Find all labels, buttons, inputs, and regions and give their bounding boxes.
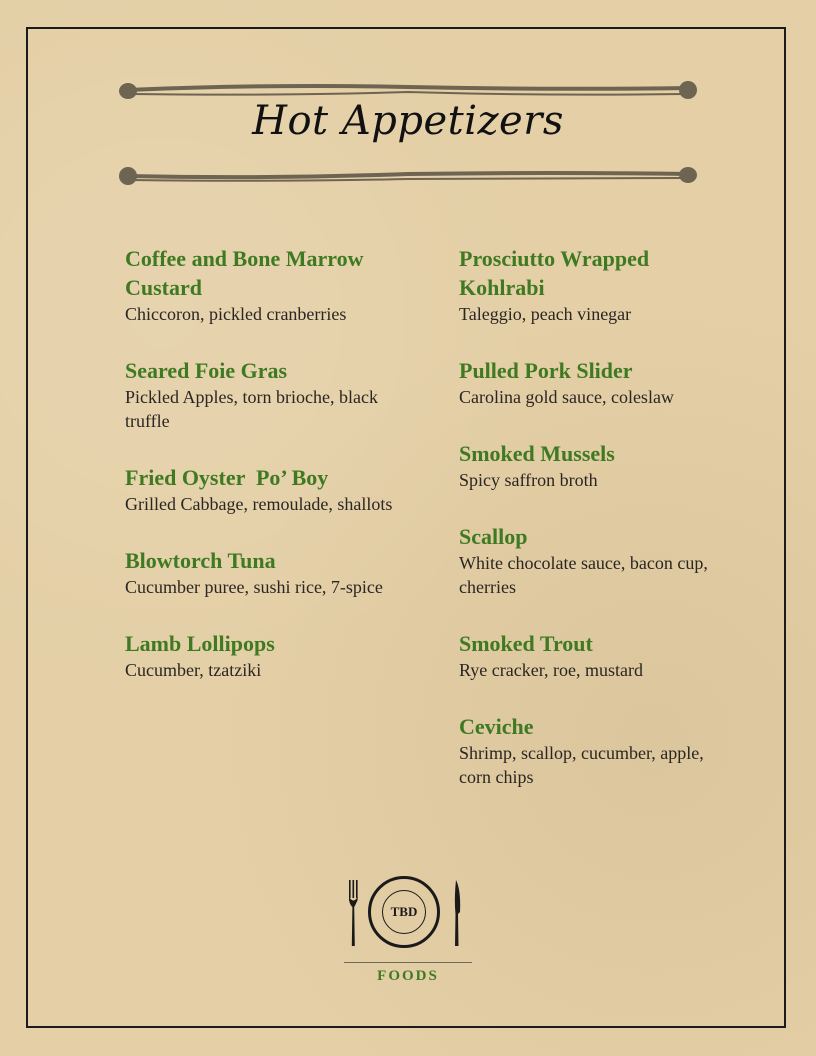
menu-item <box>459 629 719 682</box>
menu-item-description: Shrimp, scallop, cucumber, apple, corn chips <box>459 743 704 787</box>
menu-item-name: Ceviche <box>459 714 534 739</box>
menu-item-name: Seared Foie Gras <box>125 358 288 383</box>
menu-item <box>459 439 719 492</box>
logo-divider <box>344 962 472 963</box>
menu-item-name: Blowtorch Tuna <box>125 548 276 573</box>
menu-item <box>459 522 719 599</box>
menu-item-name: Fried Oyster Po’ Boy <box>125 465 329 490</box>
menu-item-description: White chocolate sauce, bacon cup, cherries <box>459 553 708 597</box>
menu-item-name: Coffee and Bone Marrow Custard <box>125 246 364 300</box>
menu-item-name: Smoked Mussels <box>459 441 615 466</box>
menu-item <box>125 356 415 433</box>
menu-item <box>459 356 719 409</box>
logo-mark: TBD <box>382 890 426 934</box>
menu-item-description: Carolina gold sauce, coleslaw <box>459 387 674 407</box>
bottom-divider <box>118 162 698 192</box>
menu-item-description: Spicy saffron broth <box>459 470 598 490</box>
menu-item <box>125 629 415 682</box>
fork-icon <box>348 880 362 948</box>
menu-item <box>125 546 415 599</box>
menu-item-name: Smoked Trout <box>459 631 593 656</box>
menu-item-description: Pickled Apples, torn brioche, black truffle <box>125 387 378 431</box>
menu-item-description: Rye cracker, roe, mustard <box>459 660 643 680</box>
brand-logo <box>338 872 478 992</box>
menu-column-left <box>125 244 415 712</box>
menu-item-description: Cucumber puree, sushi rice, 7-spice <box>125 577 383 597</box>
menu-column-right <box>459 244 719 819</box>
menu-item-name: Scallop <box>459 524 528 549</box>
menu-item-name: Prosciutto Wrapped Kohlrabi <box>459 246 650 300</box>
menu-item-description: Grilled Cabbage, remoulade, shallots <box>125 494 393 514</box>
menu-item-name: Pulled Pork Slider <box>459 358 633 383</box>
menu-item-name: Lamb Lollipops <box>125 631 275 656</box>
menu-item <box>459 244 719 326</box>
menu-item <box>125 244 415 326</box>
menu-item-description: Taleggio, peach vinegar <box>459 304 632 324</box>
menu-item <box>125 463 415 516</box>
page-title: Hot Appetizers <box>252 98 564 144</box>
knife-icon <box>450 880 464 948</box>
logo-wordmark: FOODS <box>377 968 439 984</box>
menu-item-description: Cucumber, tzatziki <box>125 660 262 680</box>
menu-item <box>459 712 719 789</box>
menu-item-description: Chiccoron, pickled cranberries <box>125 304 347 324</box>
